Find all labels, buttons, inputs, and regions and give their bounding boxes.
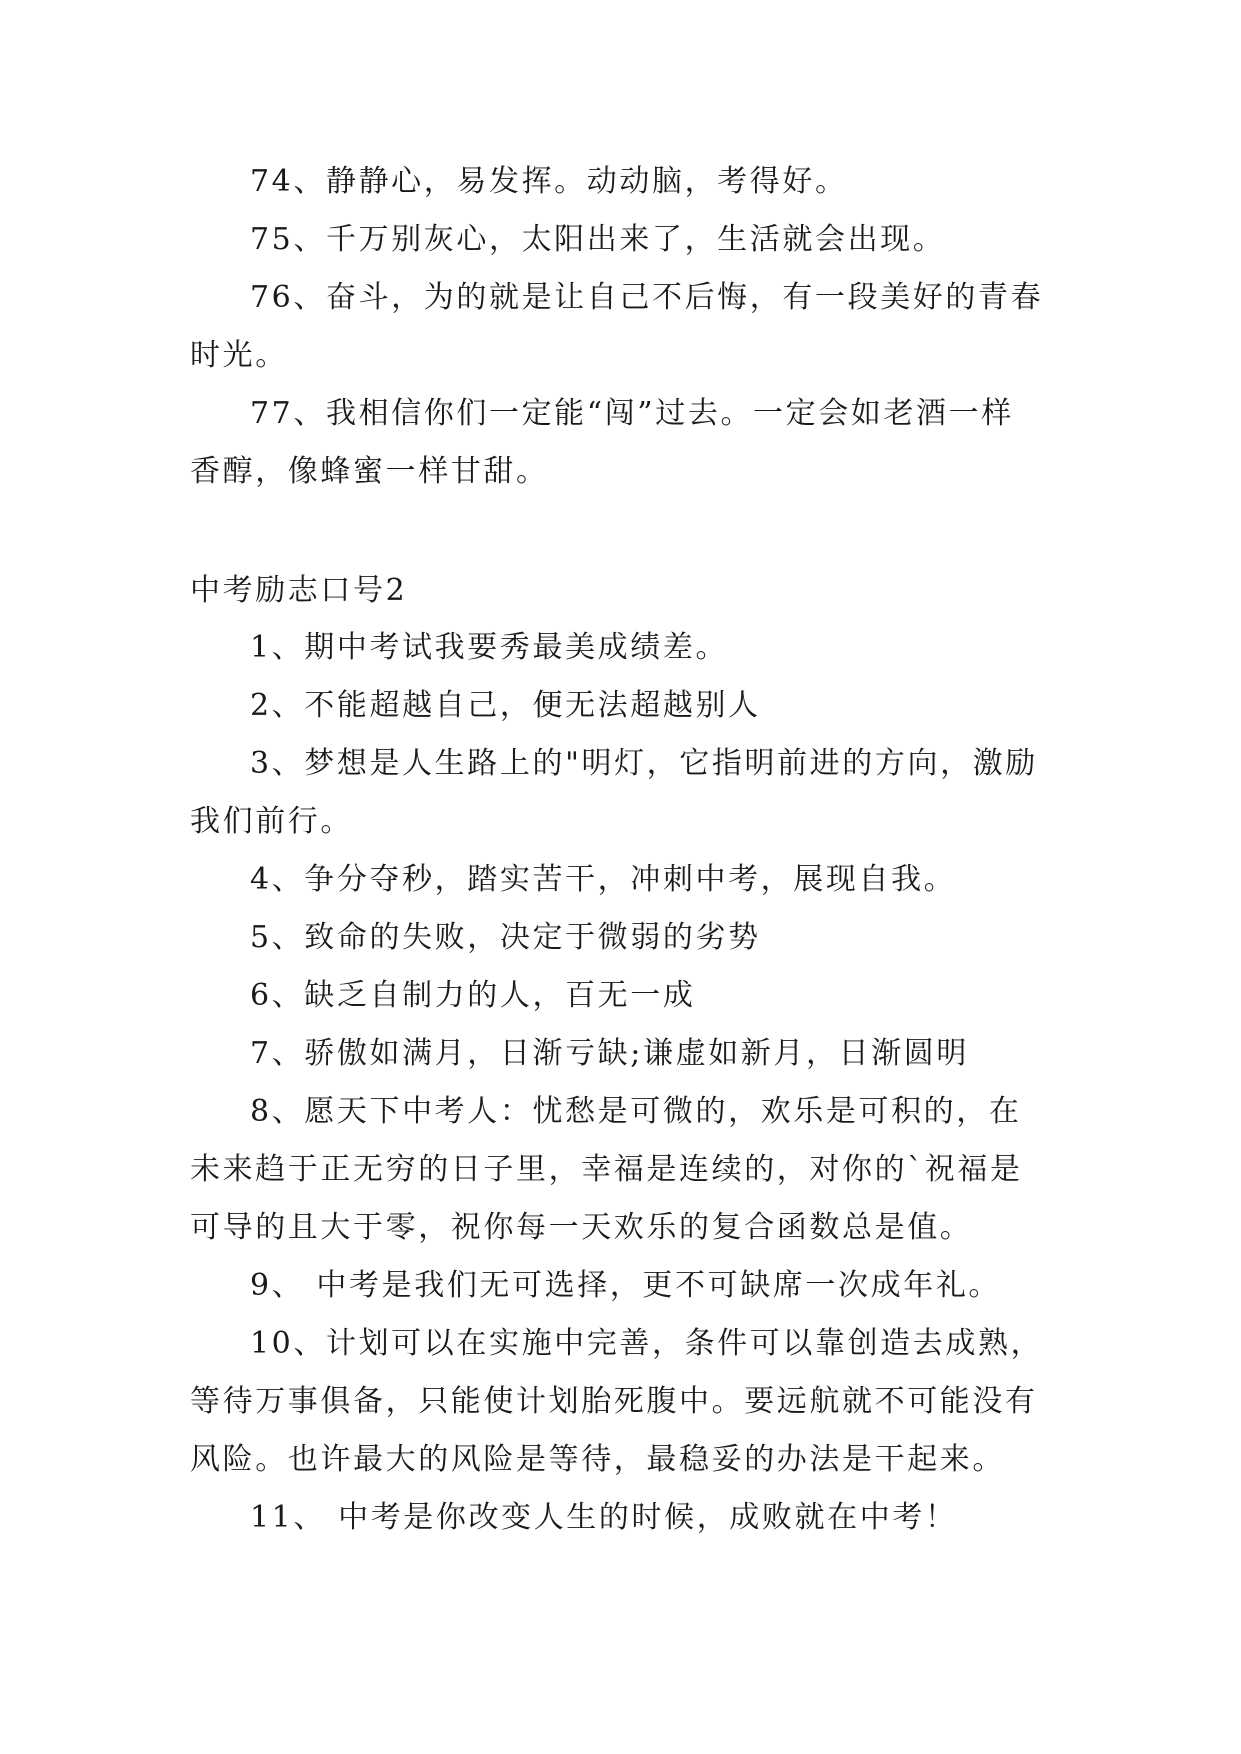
slogan-7: 7、骄傲如满月，日渐亏缺;谦虚如新月，日渐圆明 bbox=[250, 1036, 969, 1071]
slogan-4: 4、争分夺秒，踏实苦干，冲刺中考，展现自我。 bbox=[250, 862, 957, 897]
slogan-8-line-1: 8、愿天下中考人：忧愁是可微的，欢乐是可积的，在 bbox=[250, 1094, 1022, 1129]
slogan-10-line-2: 等待万事俱备，只能使计划胎死腹中。要远航就不可能没有 bbox=[190, 1384, 1038, 1419]
slogan-9: 9、 中考是我们无可选择，更不可缺席一次成年礼。 bbox=[250, 1268, 1002, 1303]
quote-77-line-2: 香醇，像蜂蜜一样甘甜。 bbox=[190, 454, 549, 489]
slogan-8-line-2: 未来趋于正无穷的日子里，幸福是连续的，对你的`祝福是 bbox=[190, 1152, 1023, 1187]
quote-76-line-1: 76、奋斗，为的就是让自己不后悔，有一段美好的青春 bbox=[250, 280, 1044, 315]
slogan-10-line-1: 10、计划可以在实施中完善，条件可以靠创造去成熟， bbox=[250, 1326, 1044, 1361]
slogan-6: 6、缺乏自制力的人，百无一成 bbox=[250, 978, 696, 1013]
section-heading: 中考励志口号2 bbox=[190, 573, 408, 608]
slogan-5: 5、致命的失败，决定于微弱的劣势 bbox=[250, 920, 761, 955]
quote-77-line-1: 77、我相信你们一定能“闯”过去。一定会如老酒一样 bbox=[250, 396, 1014, 431]
slogan-3-line-2: 我们前行。 bbox=[190, 804, 353, 839]
slogan-1: 1、期中考试我要秀最美成绩差。 bbox=[250, 630, 729, 665]
slogan-2: 2、不能超越自己，便无法超越别人 bbox=[250, 688, 761, 723]
slogan-11: 11、 中考是你改变人生的时候，成败就在中考！ bbox=[250, 1500, 958, 1535]
quote-75: 75、千万别灰心，太阳出来了，生活就会出现。 bbox=[250, 222, 946, 257]
slogan-3-line-1: 3、梦想是人生路上的"明灯，它指明前进的方向，激励 bbox=[250, 746, 1038, 781]
slogan-10-line-3: 风险。也许最大的风险是等待，最稳妥的办法是干起来。 bbox=[190, 1442, 1005, 1477]
slogan-8-line-3: 可导的且大于零，祝你每一天欢乐的复合函数总是值。 bbox=[190, 1210, 973, 1245]
quote-74: 74、静静心，易发挥。动动脑，考得好。 bbox=[250, 164, 848, 199]
quote-76-line-2: 时光。 bbox=[190, 338, 288, 373]
